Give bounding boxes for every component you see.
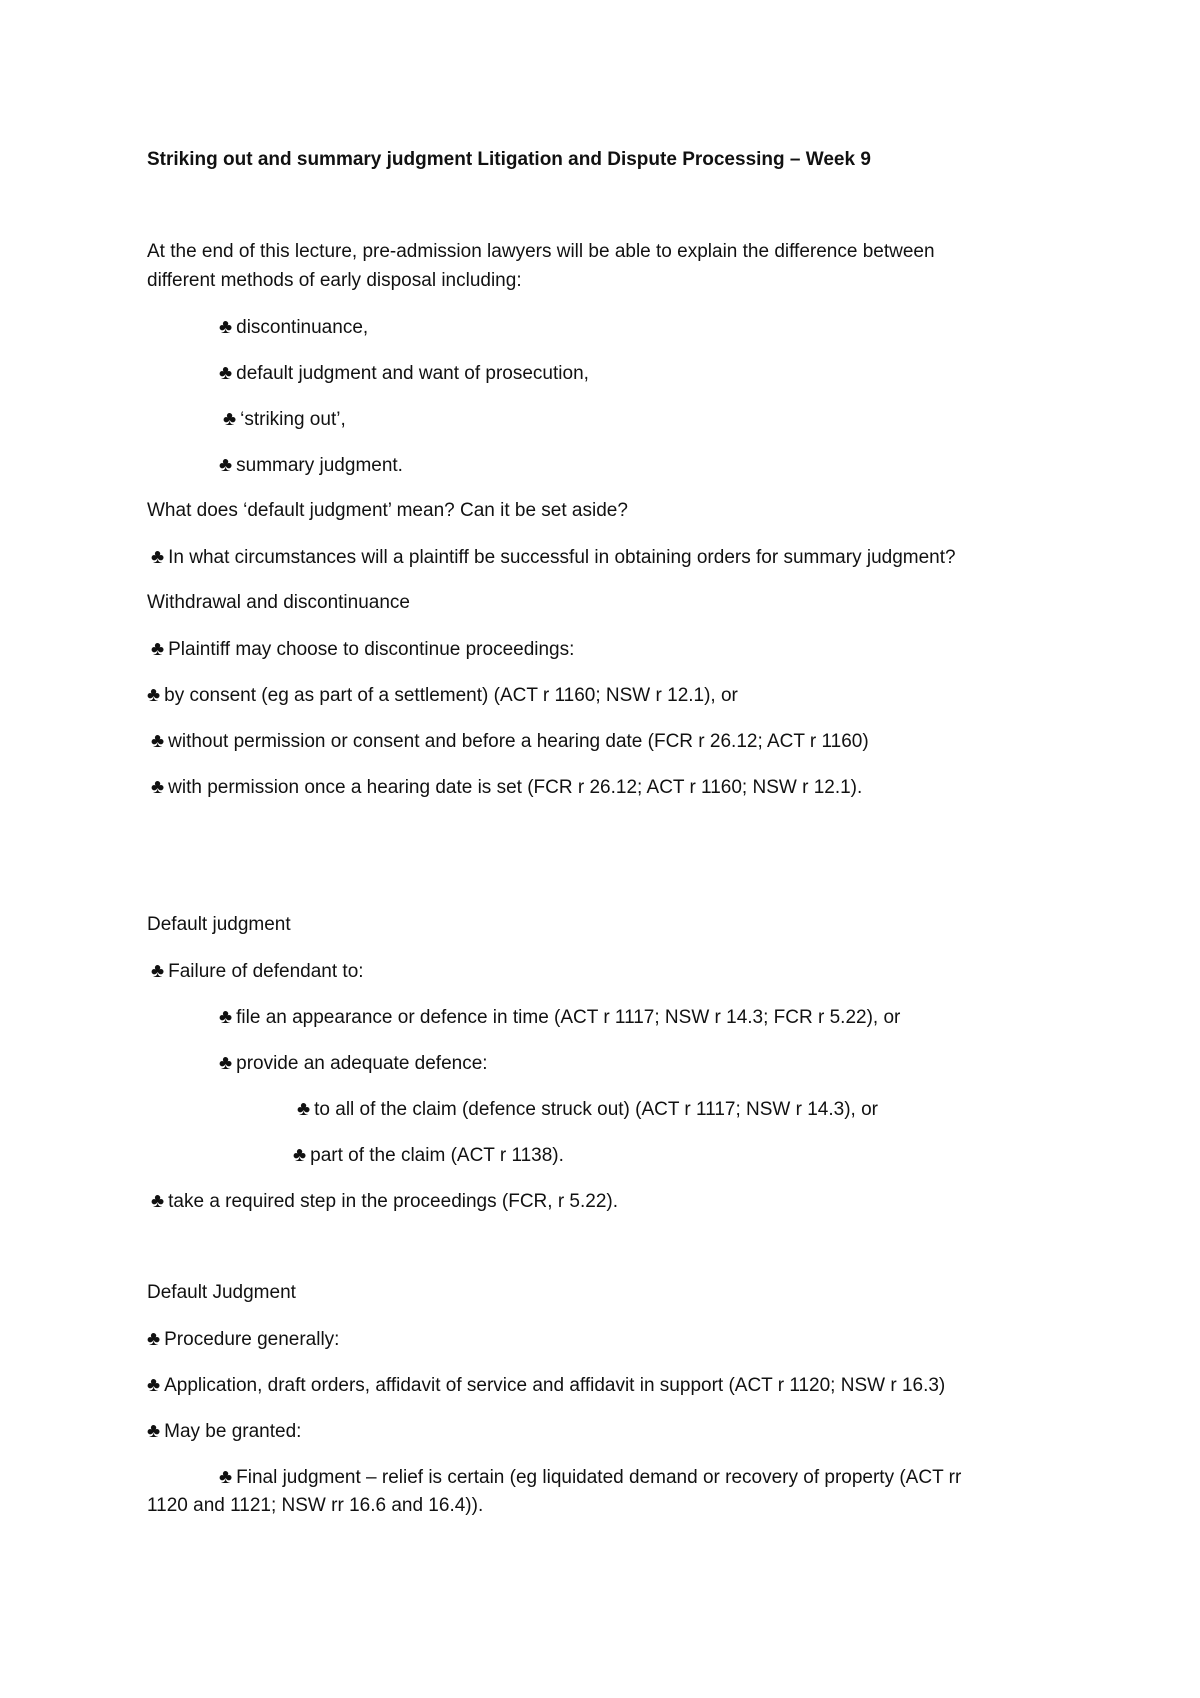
method-item: ♣ ‘striking out’, [223,408,346,430]
club-bullet-icon: ♣ [151,776,165,798]
method-item: ♣ summary judgment. [219,454,403,476]
club-bullet-icon: ♣ [219,316,233,338]
club-bullet-icon: ♣ [151,638,165,660]
withdrawal-item: ♣ without permission or consent and before a hearing date (FCR r 26.12; ACT r 1160) [151,730,869,752]
club-bullet-icon: ♣ [293,1144,307,1166]
default-procedure-lead: ♣ Procedure generally: [147,1328,340,1350]
withdrawal-item: ♣ with permission once a hearing date is set (FCR r 26.12; ACT r 1160; NSW r 12.1). [151,776,863,798]
club-bullet-icon: ♣ [297,1098,311,1120]
club-bullet-icon: ♣ [147,1420,161,1442]
method-item: ♣ discontinuance, [219,316,369,338]
club-bullet-icon: ♣ [147,1328,161,1350]
default-procedure-item: ♣ May be granted: [147,1420,302,1442]
question-summary-judgment: ♣ In what circumstances will a plaintiff be successful in obtaining orders for summary judgment? [151,546,956,568]
withdrawal-heading: Withdrawal and discontinuance [147,592,410,613]
club-bullet-icon: ♣ [219,1006,233,1028]
default-judgment-subitem: ♣ to all of the claim (defence struck out) (ACT r 1117; NSW r 14.3), or [297,1098,879,1120]
club-bullet-icon: ♣ [151,1190,165,1212]
question-default-judgment: What does ‘default judgment’ mean? Can it be set aside? [147,500,628,521]
default-procedure-subitem: ♣ Final judgment – relief is certain (eg liquidated demand or recovery of property (ACT rr [219,1466,962,1488]
withdrawal-item: ♣ by consent (eg as part of a settlement) (ACT r 1160; NSW r 12.1), or [147,684,738,706]
document-title: Striking out and summary judgment Litigation and Dispute Processing – Week 9 [147,149,871,170]
default-judgment-lead: ♣ Failure of defendant to: [151,960,364,982]
club-bullet-icon: ♣ [147,684,161,706]
club-bullet-icon: ♣ [151,546,165,568]
default-judgment-item: ♣ file an appearance or defence in time (ACT r 1117; NSW r 14.3; FCR r 5.22), or [219,1006,901,1028]
default-procedure-item: ♣ Application, draft orders, affidavit of service and affidavit in support (ACT r 1120; NSW r 16.3) [147,1374,946,1396]
club-bullet-icon: ♣ [219,1052,233,1074]
club-bullet-icon: ♣ [147,1374,161,1396]
default-procedure-subitem-continued: 1120 and 1121; NSW rr 16.6 and 16.4)). [147,1495,484,1516]
club-bullet-icon: ♣ [223,408,237,430]
method-item: ♣ default judgment and want of prosecution, [219,362,589,384]
intro-line-2: different methods of early disposal including: [147,270,522,291]
default-judgment-item: ♣ provide an adequate defence: [219,1052,488,1074]
default-procedure-heading: Default Judgment [147,1282,296,1303]
default-judgment-subitem: ♣ part of the claim (ACT r 1138). [293,1144,564,1166]
intro-line-1: At the end of this lecture, pre-admission lawyers will be able to explain the difference between [147,241,935,262]
club-bullet-icon: ♣ [151,960,165,982]
default-judgment-item: ♣ take a required step in the proceedings (FCR, r 5.22). [151,1190,619,1212]
club-bullet-icon: ♣ [151,730,165,752]
default-judgment-heading: Default judgment [147,914,291,935]
club-bullet-icon: ♣ [219,362,233,384]
club-bullet-icon: ♣ [219,1466,233,1488]
club-bullet-icon: ♣ [219,454,233,476]
withdrawal-lead: ♣ Plaintiff may choose to discontinue proceedings: [151,638,575,660]
